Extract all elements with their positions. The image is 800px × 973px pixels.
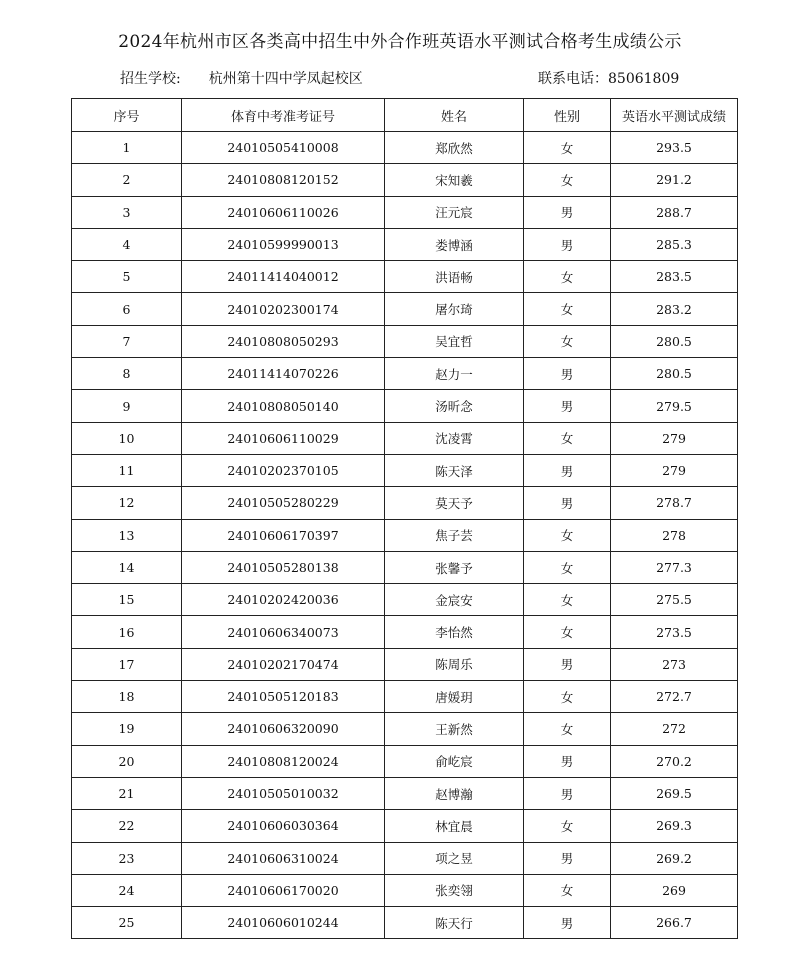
cell-score: 279.5 xyxy=(611,390,738,422)
cell-index: 10 xyxy=(72,422,182,454)
cell-exam-id: 24010606010244 xyxy=(182,907,385,939)
cell-exam-id: 24010202300174 xyxy=(182,293,385,325)
cell-exam-id: 24011414070226 xyxy=(182,358,385,390)
cell-name: 郑欣然 xyxy=(385,132,524,164)
table-row xyxy=(72,648,738,680)
table-header-row xyxy=(72,99,738,132)
cell-score: 272.7 xyxy=(611,681,738,713)
cell-exam-id: 24010202370105 xyxy=(182,454,385,486)
table-row xyxy=(72,132,738,164)
header-gender: 性别 xyxy=(524,99,611,132)
table-row xyxy=(72,228,738,260)
cell-exam-id: 24010505280229 xyxy=(182,487,385,519)
cell-index: 12 xyxy=(72,487,182,519)
table-row xyxy=(72,164,738,196)
cell-index: 13 xyxy=(72,519,182,551)
table-row xyxy=(72,454,738,486)
contact-phone: 联系电话：85061809 xyxy=(538,71,680,87)
cell-index: 25 xyxy=(72,907,182,939)
cell-index: 18 xyxy=(72,681,182,713)
cell-name: 林宜晨 xyxy=(385,810,524,842)
cell-name: 洪语畅 xyxy=(385,261,524,293)
cell-gender: 女 xyxy=(524,325,611,357)
cell-gender: 女 xyxy=(524,681,611,713)
cell-index: 20 xyxy=(72,745,182,777)
cell-exam-id: 24011414040012 xyxy=(182,261,385,293)
cell-gender: 女 xyxy=(524,713,611,745)
cell-gender: 女 xyxy=(524,132,611,164)
cell-index: 11 xyxy=(72,454,182,486)
table-row xyxy=(72,810,738,842)
cell-name: 赵力一 xyxy=(385,358,524,390)
page-title: 2024年杭州市区各类高中招生中外合作班英语水平测试合格考生成绩公示 xyxy=(118,32,682,52)
cell-score: 279 xyxy=(611,422,738,454)
cell-exam-id: 24010202420036 xyxy=(182,584,385,616)
cell-index: 6 xyxy=(72,293,182,325)
cell-exam-id: 24010808050293 xyxy=(182,325,385,357)
cell-gender: 女 xyxy=(524,422,611,454)
header-index: 序号 xyxy=(72,99,182,132)
table-row xyxy=(72,745,738,777)
cell-score: 278.7 xyxy=(611,487,738,519)
cell-exam-id: 24010505120183 xyxy=(182,681,385,713)
cell-score: 270.2 xyxy=(611,745,738,777)
cell-index: 7 xyxy=(72,325,182,357)
cell-index: 22 xyxy=(72,810,182,842)
cell-name: 陈周乐 xyxy=(385,648,524,680)
cell-gender: 女 xyxy=(524,519,611,551)
cell-gender: 女 xyxy=(524,810,611,842)
cell-exam-id: 24010606030364 xyxy=(182,810,385,842)
table-row xyxy=(72,907,738,939)
cell-score: 269.3 xyxy=(611,810,738,842)
cell-score: 269.2 xyxy=(611,842,738,874)
cell-exam-id: 24010599990013 xyxy=(182,228,385,260)
table-row xyxy=(72,293,738,325)
cell-gender: 男 xyxy=(524,358,611,390)
school-info xyxy=(120,68,363,88)
table-row xyxy=(72,842,738,874)
cell-name: 唐媛玥 xyxy=(385,681,524,713)
cell-score: 275.5 xyxy=(611,584,738,616)
cell-score: 280.5 xyxy=(611,358,738,390)
cell-name: 俞屹宸 xyxy=(385,745,524,777)
cell-name: 王新然 xyxy=(385,713,524,745)
cell-index: 21 xyxy=(72,777,182,809)
cell-score: 285.3 xyxy=(611,228,738,260)
score-table xyxy=(71,98,738,939)
cell-name: 李怡然 xyxy=(385,616,524,648)
cell-exam-id: 24010606170397 xyxy=(182,519,385,551)
cell-exam-id: 24010606170020 xyxy=(182,874,385,906)
cell-gender: 男 xyxy=(524,228,611,260)
cell-score: 291.2 xyxy=(611,164,738,196)
cell-name: 娄博涵 xyxy=(385,228,524,260)
cell-gender: 男 xyxy=(524,648,611,680)
cell-score: 269.5 xyxy=(611,777,738,809)
cell-gender: 男 xyxy=(524,777,611,809)
table-row xyxy=(72,777,738,809)
cell-score: 283.5 xyxy=(611,261,738,293)
cell-index: 1 xyxy=(72,132,182,164)
cell-gender: 男 xyxy=(524,842,611,874)
cell-exam-id: 24010606310024 xyxy=(182,842,385,874)
cell-name: 汤昕念 xyxy=(385,390,524,422)
cell-index: 14 xyxy=(72,551,182,583)
cell-index: 17 xyxy=(72,648,182,680)
cell-index: 15 xyxy=(72,584,182,616)
header-exam-id: 体育中考准考证号 xyxy=(182,99,385,132)
cell-gender: 男 xyxy=(524,487,611,519)
cell-score: 293.5 xyxy=(611,132,738,164)
cell-gender: 女 xyxy=(524,293,611,325)
cell-name: 莫天予 xyxy=(385,487,524,519)
cell-exam-id: 24010808120024 xyxy=(182,745,385,777)
table-row xyxy=(72,584,738,616)
header-score: 英语水平测试成绩 xyxy=(611,99,738,132)
cell-score: 283.2 xyxy=(611,293,738,325)
cell-gender: 女 xyxy=(524,261,611,293)
table-row xyxy=(72,196,738,228)
cell-exam-id: 24010606340073 xyxy=(182,616,385,648)
table-row xyxy=(72,713,738,745)
table-row xyxy=(72,487,738,519)
cell-exam-id: 24010808120152 xyxy=(182,164,385,196)
table-row xyxy=(72,390,738,422)
table-row xyxy=(72,681,738,713)
cell-score: 288.7 xyxy=(611,196,738,228)
cell-score: 266.7 xyxy=(611,907,738,939)
table-body xyxy=(72,132,738,939)
cell-name: 吴宜哲 xyxy=(385,325,524,357)
table-row xyxy=(72,874,738,906)
cell-name: 张馨予 xyxy=(385,551,524,583)
cell-index: 16 xyxy=(72,616,182,648)
header-name: 姓名 xyxy=(385,99,524,132)
cell-name: 陈天行 xyxy=(385,907,524,939)
cell-index: 9 xyxy=(72,390,182,422)
cell-gender: 女 xyxy=(524,584,611,616)
cell-score: 272 xyxy=(611,713,738,745)
table-row xyxy=(72,358,738,390)
cell-score: 278 xyxy=(611,519,738,551)
school-name: 杭州第十四中学凤起校区 xyxy=(208,71,363,87)
cell-index: 24 xyxy=(72,874,182,906)
cell-name: 赵博瀚 xyxy=(385,777,524,809)
cell-index: 19 xyxy=(72,713,182,745)
cell-name: 汪元宸 xyxy=(385,196,524,228)
cell-score: 279 xyxy=(611,454,738,486)
cell-name: 张奕翎 xyxy=(385,874,524,906)
cell-gender: 男 xyxy=(524,196,611,228)
cell-exam-id: 24010808050140 xyxy=(182,390,385,422)
table-row xyxy=(72,261,738,293)
cell-index: 8 xyxy=(72,358,182,390)
cell-gender: 男 xyxy=(524,454,611,486)
cell-gender: 男 xyxy=(524,390,611,422)
cell-exam-id: 24010505010032 xyxy=(182,777,385,809)
cell-name: 项之昱 xyxy=(385,842,524,874)
cell-name: 焦子芸 xyxy=(385,519,524,551)
school-label: 招生学校: xyxy=(120,71,181,87)
cell-index: 4 xyxy=(72,228,182,260)
table-row xyxy=(72,551,738,583)
cell-name: 金宸安 xyxy=(385,584,524,616)
table-row xyxy=(72,519,738,551)
cell-gender: 女 xyxy=(524,551,611,583)
cell-score: 273.5 xyxy=(611,616,738,648)
cell-gender: 女 xyxy=(524,874,611,906)
cell-index: 3 xyxy=(72,196,182,228)
table-row xyxy=(72,616,738,648)
cell-gender: 男 xyxy=(524,745,611,777)
cell-name: 沈凌霄 xyxy=(385,422,524,454)
cell-index: 5 xyxy=(72,261,182,293)
cell-score: 280.5 xyxy=(611,325,738,357)
cell-gender: 男 xyxy=(524,907,611,939)
table-row xyxy=(72,325,738,357)
cell-name: 陈天泽 xyxy=(385,454,524,486)
cell-index: 23 xyxy=(72,842,182,874)
cell-exam-id: 24010505410008 xyxy=(182,132,385,164)
cell-name: 宋知羲 xyxy=(385,164,524,196)
cell-score: 277.3 xyxy=(611,551,738,583)
cell-exam-id: 24010606320090 xyxy=(182,713,385,745)
cell-score: 273 xyxy=(611,648,738,680)
cell-score: 269 xyxy=(611,874,738,906)
cell-exam-id: 24010606110029 xyxy=(182,422,385,454)
cell-index: 2 xyxy=(72,164,182,196)
table-row xyxy=(72,422,738,454)
cell-exam-id: 24010202170474 xyxy=(182,648,385,680)
cell-gender: 女 xyxy=(524,164,611,196)
cell-exam-id: 24010505280138 xyxy=(182,551,385,583)
cell-name: 屠尔琦 xyxy=(385,293,524,325)
cell-gender: 女 xyxy=(524,616,611,648)
cell-exam-id: 24010606110026 xyxy=(182,196,385,228)
